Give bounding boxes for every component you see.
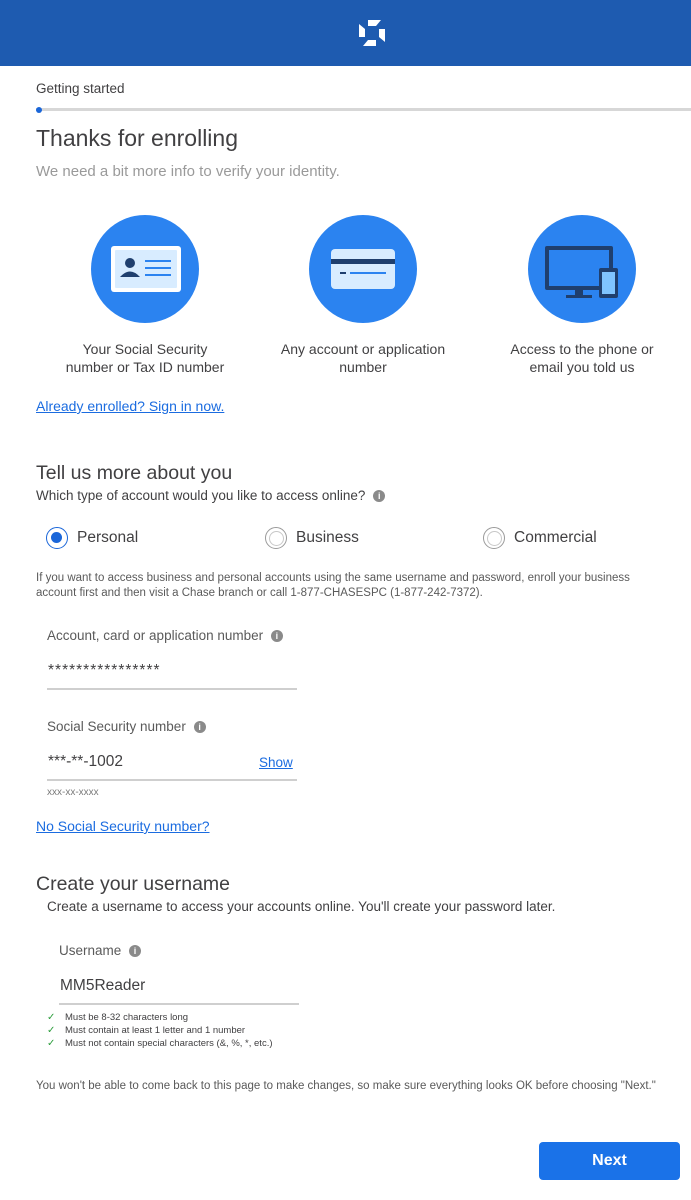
- computer-phone-icon: [528, 215, 636, 323]
- show-ssn-link[interactable]: Show: [259, 755, 293, 770]
- requirement-label: Your Social Security: [82, 341, 208, 357]
- account-number-underline: [47, 688, 297, 690]
- footer-note: You won't be able to come back to this page to make changes, so make sure everything looks OK before choosing "Next.": [36, 1080, 656, 1092]
- account-number-label-text: Account, card or application number: [47, 628, 264, 643]
- info-icon[interactable]: i: [194, 721, 206, 733]
- rule-text: Must not contain special characters (&, %, *, etc.): [65, 1038, 273, 1049]
- requirement-account: [263, 215, 463, 376]
- sign-in-link[interactable]: Already enrolled? Sign in now.: [36, 398, 225, 414]
- ssn-label-text: Social Security number: [47, 719, 186, 734]
- account-number-input[interactable]: ****************: [48, 662, 161, 679]
- account-type-question: [36, 488, 385, 503]
- requirement-ssn: [45, 215, 245, 376]
- username-input[interactable]: MM5Reader: [60, 977, 146, 994]
- radio-label: Personal: [77, 529, 139, 546]
- info-icon[interactable]: i: [373, 490, 385, 502]
- username-label: [59, 943, 141, 958]
- about-section-title: Tell us more about you: [36, 462, 233, 484]
- ssn-underline: [47, 779, 297, 781]
- next-button[interactable]: Next: [539, 1142, 680, 1180]
- radio-button-unchecked[interactable]: [265, 527, 287, 549]
- username-rule: [47, 1024, 273, 1037]
- ssn-input[interactable]: ***-**-1002: [48, 753, 123, 770]
- username-section-title: Create your username: [36, 873, 231, 895]
- username-label-text: Username: [59, 943, 122, 958]
- requirement-label: number: [339, 359, 387, 375]
- page-subtitle: We need a bit more info to verify your identity.: [36, 163, 340, 180]
- credit-card-icon: [309, 215, 417, 323]
- rule-text: Must contain at least 1 letter and 1 number: [65, 1025, 246, 1036]
- info-icon[interactable]: i: [129, 945, 141, 957]
- rule-text: Must be 8-32 characters long: [65, 1012, 189, 1023]
- business-enroll-notice: [36, 571, 676, 601]
- requirement-label: Access to the phone or: [510, 341, 654, 357]
- requirement-label: Any account or application: [280, 341, 446, 357]
- page-title: Thanks for enrolling: [36, 125, 238, 151]
- account-type-question-text: Which type of account would you like to access online?: [36, 488, 366, 503]
- username-rule: [47, 1011, 273, 1024]
- radio-label: Business: [296, 529, 359, 546]
- username-underline: [59, 1003, 299, 1005]
- radio-button-checked[interactable]: [46, 527, 68, 549]
- checkmark-icon: ✓: [47, 1038, 56, 1049]
- requirement-label: email you told us: [529, 359, 635, 375]
- top-header: [0, 0, 691, 66]
- username-rules: [47, 1011, 273, 1050]
- ssn-label: [47, 719, 206, 734]
- progress-indicator: [36, 107, 42, 113]
- progress-label: Getting started: [36, 81, 125, 96]
- requirement-label: number or Tax ID number: [65, 359, 225, 375]
- username-rule: [47, 1037, 273, 1050]
- info-icon[interactable]: i: [271, 630, 283, 642]
- checkmark-icon: ✓: [47, 1012, 56, 1023]
- no-ssn-link[interactable]: No Social Security number?: [36, 818, 210, 834]
- radio-business[interactable]: [265, 526, 359, 550]
- notice-line: If you want to access business and personal accounts using the same username and password, enroll your business: [36, 572, 630, 584]
- notice-line: account first and then visit a Chase branch or call 1-877-CHASESPC (1-877-242-7372).: [36, 587, 483, 599]
- requirement-contact: [482, 215, 682, 376]
- ssn-format-hint: xxx-xx-xxxx: [47, 787, 99, 798]
- radio-personal[interactable]: [46, 526, 138, 550]
- account-number-label: [47, 628, 283, 643]
- checkmark-icon: ✓: [47, 1025, 56, 1036]
- progress-track: [36, 108, 691, 111]
- radio-button-unchecked[interactable]: [483, 527, 505, 549]
- radio-label: Commercial: [514, 529, 597, 546]
- username-section-subtitle: Create a username to access your accounts online. You'll create your password later.: [47, 899, 556, 914]
- radio-commercial[interactable]: [483, 526, 597, 550]
- chase-octagon-logo-icon[interactable]: [359, 20, 385, 46]
- id-card-icon: [91, 215, 199, 323]
